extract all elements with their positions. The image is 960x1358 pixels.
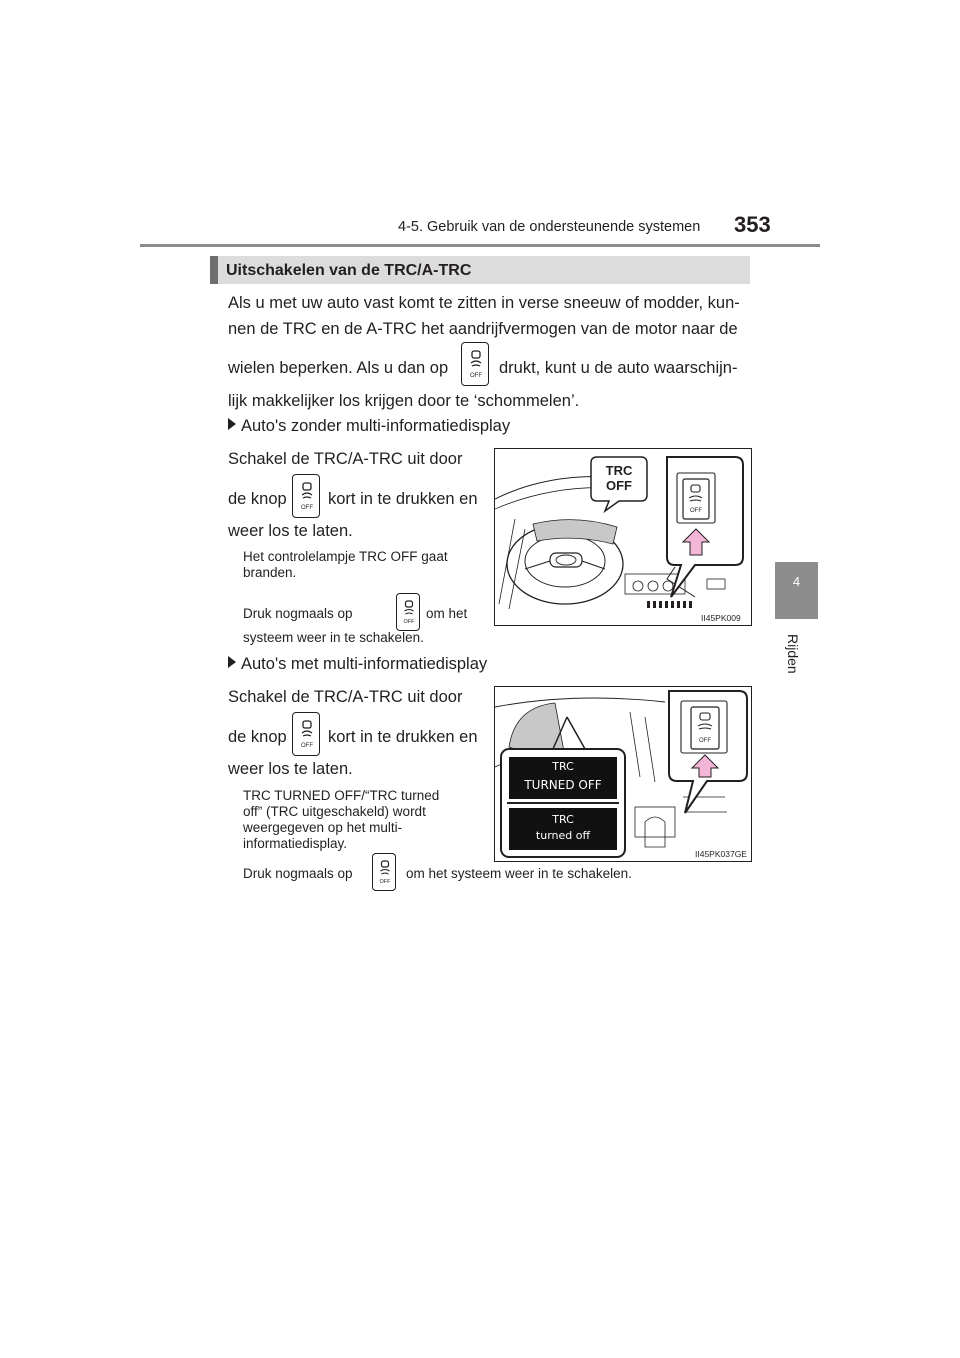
button-off-text: OFF — [403, 619, 415, 625]
note1-line-2: branden. — [243, 565, 297, 580]
note3-line-3: weergegeven op het multi- — [243, 820, 403, 835]
step2-line-2a: de knop — [228, 728, 287, 746]
chapter-tab-label: Rijden — [785, 634, 801, 674]
step1-line-1: Schakel de TRC/A-TRC uit door — [228, 450, 463, 468]
trc-off-button-icon — [292, 712, 320, 756]
section-title-accent — [210, 256, 218, 284]
step2-line-1: Schakel de TRC/A-TRC uit door — [228, 688, 463, 706]
button-off-text: OFF — [301, 505, 313, 511]
chapter-tab — [775, 562, 818, 619]
note3-line-4: informatiedisplay. — [243, 836, 348, 851]
bubble-trc-text: TRC — [605, 463, 633, 478]
trc-off-button-icon — [461, 342, 489, 386]
button-off-text: OFF — [470, 373, 482, 379]
note4-line-1b: om het systeem weer in te schakelen. — [406, 866, 632, 881]
note2-line-1a: Druk nogmaals op — [243, 606, 353, 621]
inset-button-off-text-2: OFF — [699, 738, 711, 744]
button-off-text: OFF — [379, 879, 391, 885]
note1-line-1: Het controlelampje TRC OFF gaat — [243, 549, 448, 564]
figure-id: II45PK009 — [701, 613, 741, 623]
header-rule — [140, 244, 820, 247]
trc-off-button-icon — [292, 474, 320, 518]
note3-line-1: TRC TURNED OFF/“TRC turned — [243, 788, 440, 803]
button-off-text: OFF — [301, 743, 313, 749]
display-message-trc-turned-off-lower: TRC turned off — [509, 808, 617, 850]
inset-button-off-text: OFF — [690, 508, 702, 514]
intro-line-2: nen de TRC en de A-TRC het aandrijfvermogen van de motor naar de — [228, 320, 738, 338]
chapter-tab-number: 4 — [792, 574, 801, 589]
figure-dashboard-multi-info — [494, 686, 752, 862]
page-number: 353 — [734, 212, 771, 237]
section-title: Uitschakelen van de TRC/A-TRC — [226, 262, 472, 279]
note2-line-2: systeem weer in te schakelen. — [243, 630, 424, 645]
bullet-triangle-icon — [228, 418, 236, 430]
figure-dashboard-trc-off — [494, 448, 752, 626]
bullet-with-display: Auto's met multi-informatiedisplay — [228, 655, 487, 674]
step1-line-2b: kort in te drukken en — [328, 490, 478, 508]
chapter-header: 4-5. Gebruik van de ondersteunende systemen — [398, 219, 701, 235]
note3-line-2: off” (TRC uitgeschakeld) wordt — [243, 804, 426, 819]
step1-line-3: weer los te laten. — [228, 522, 353, 540]
intro-line-1: Als u met uw auto vast komt te zitten in verse sneeuw of modder, kun- — [228, 294, 740, 312]
intro-line-4: lijk makkelijker los krijgen door te ‘schommelen’. — [228, 392, 580, 410]
step2-line-2b: kort in te drukken en — [328, 728, 478, 746]
figure-id: II45PK037GE — [695, 849, 747, 859]
note4-line-1a: Druk nogmaals op — [243, 866, 353, 881]
trc-off-button-icon — [396, 593, 420, 631]
trc-off-button-icon — [372, 853, 396, 891]
note2-line-1b: om het — [426, 606, 468, 621]
display-message-trc-turned-off: TRC TURNED OFF — [509, 757, 617, 799]
bullet-without-display: Auto's zonder multi-informatiedisplay — [228, 417, 510, 436]
bullet-triangle-icon — [228, 656, 236, 668]
intro-line-3b: drukt, kunt u de auto waarschijn- — [499, 359, 738, 377]
step2-line-3: weer los te laten. — [228, 760, 353, 778]
bubble-off-text: OFF — [606, 478, 632, 493]
intro-line-3a: wielen beperken. Als u dan op — [228, 359, 449, 377]
step1-line-2a: de knop — [228, 490, 287, 508]
